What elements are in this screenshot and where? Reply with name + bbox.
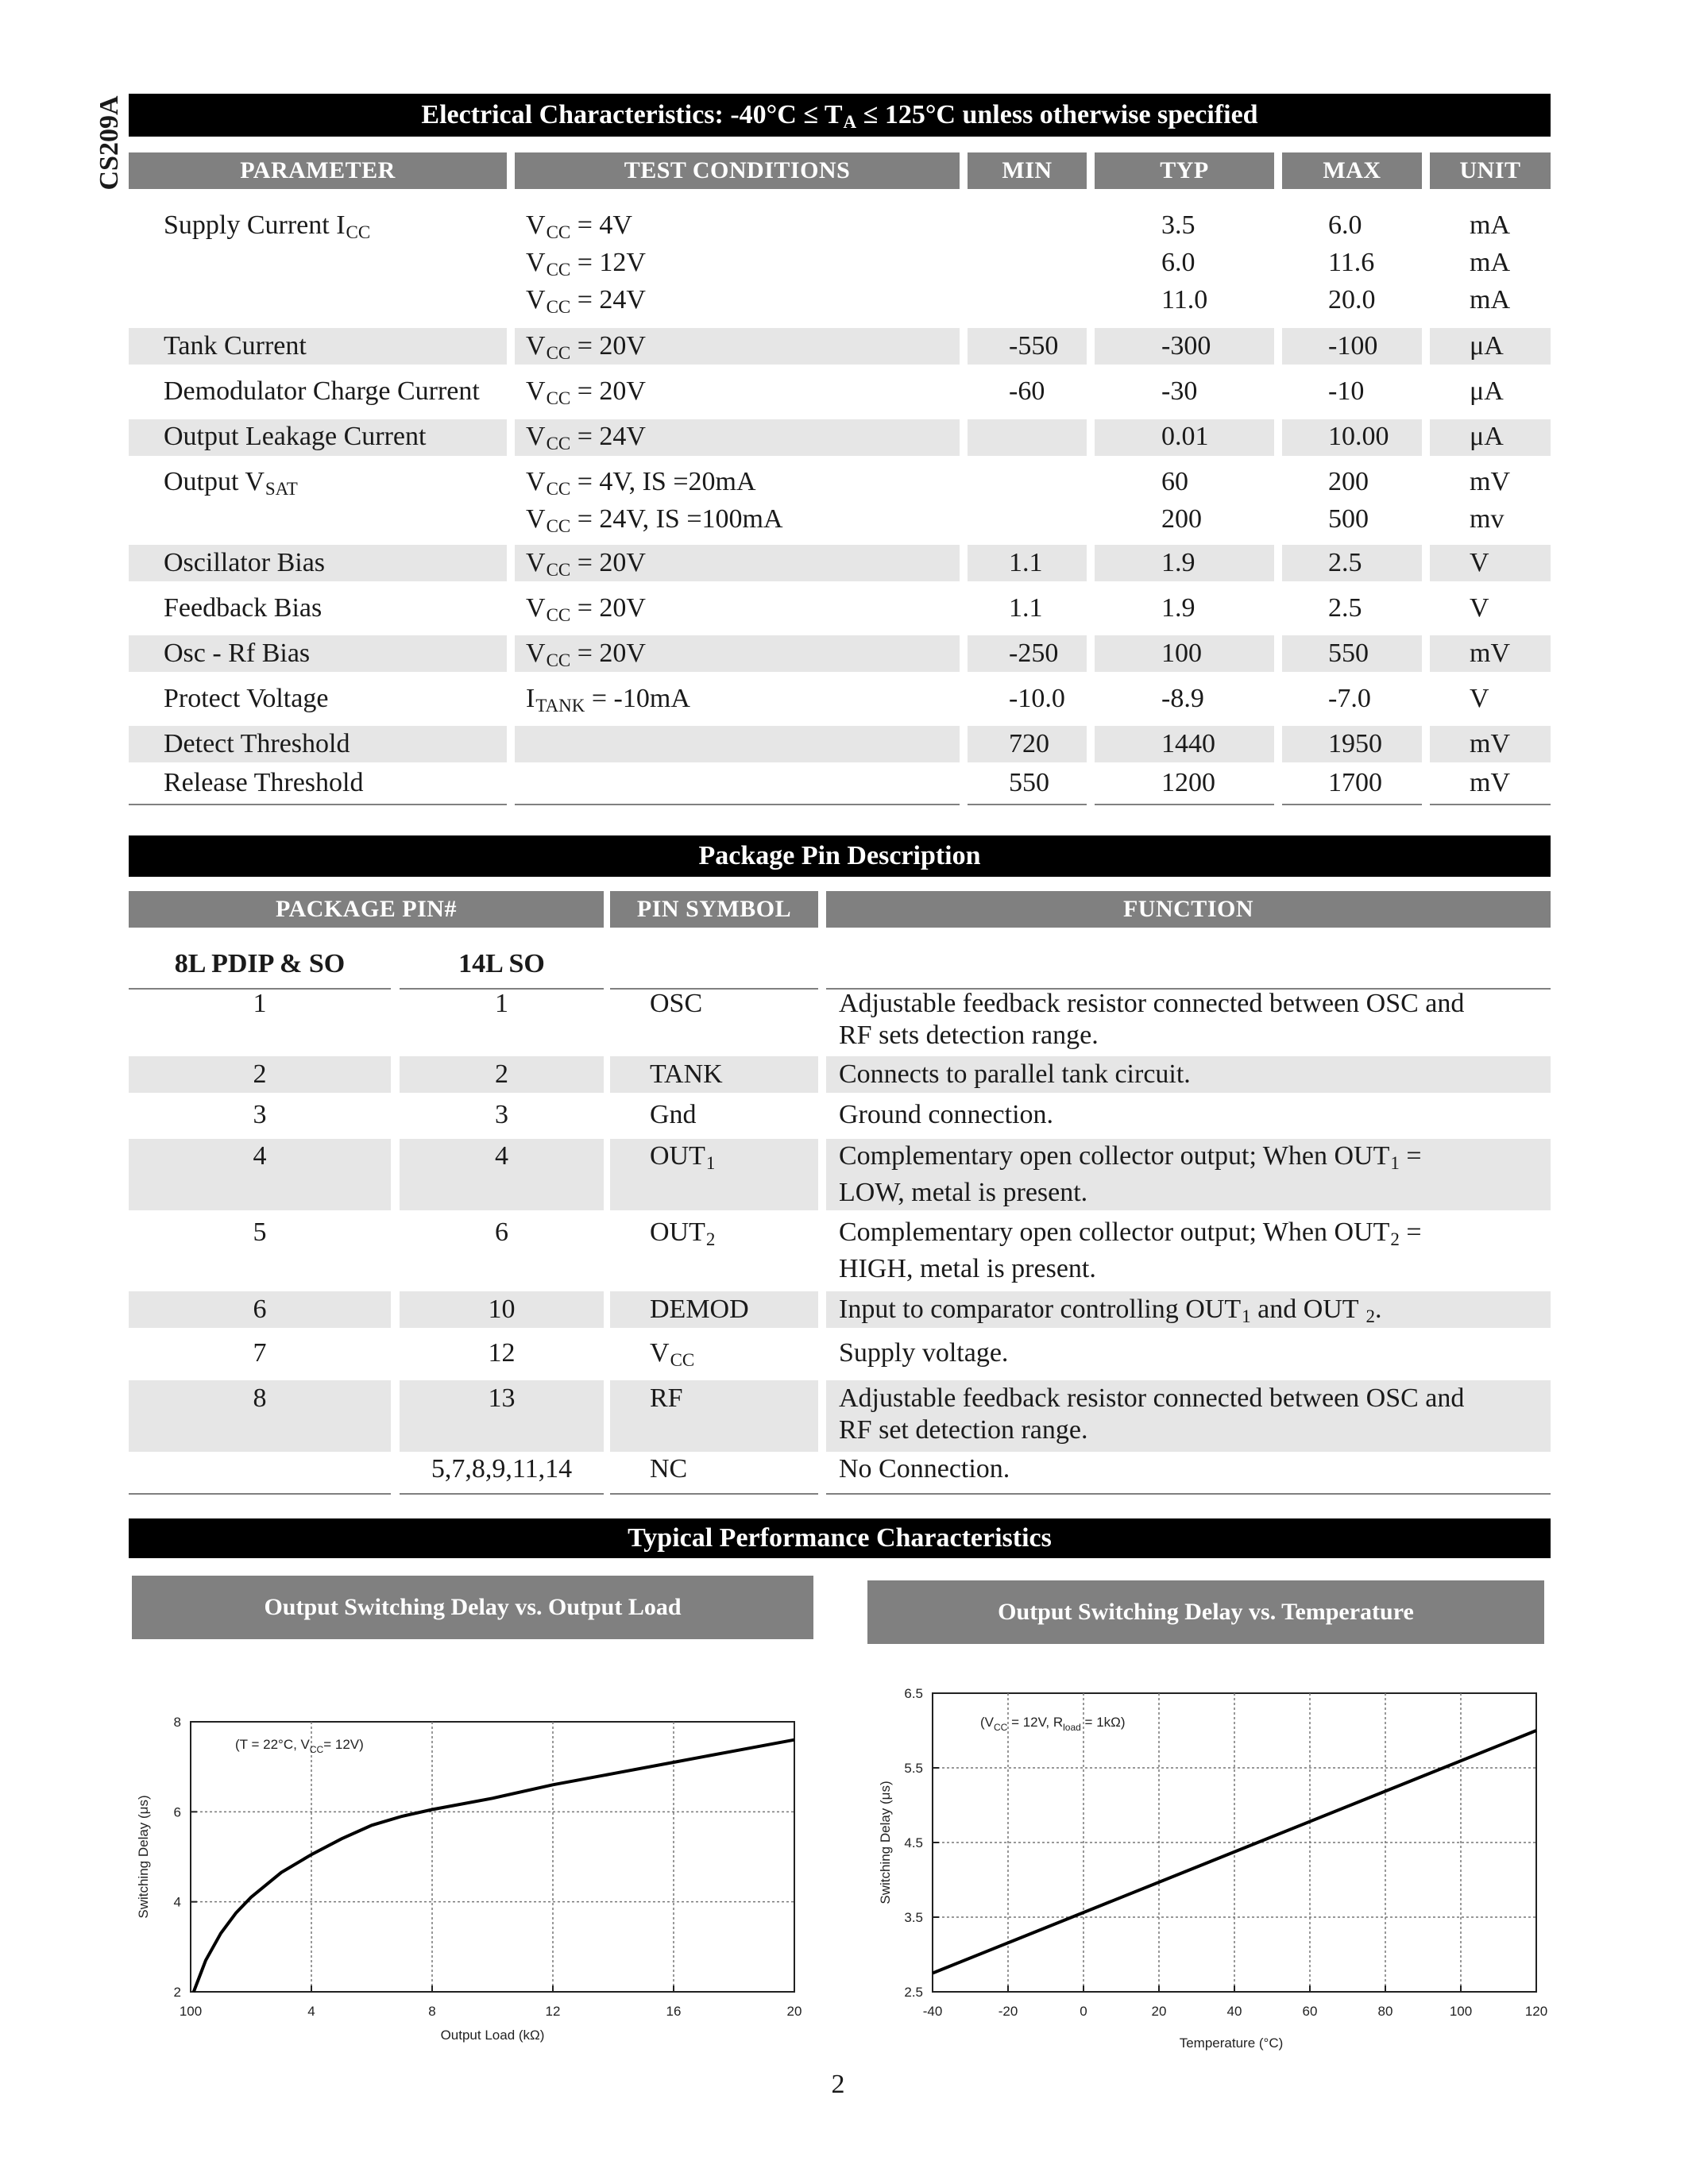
pin-8l-7: 7 <box>253 1338 267 1368</box>
typ-release-threshold: 1200 <box>1161 768 1215 797</box>
pin-14l-6: 10 <box>488 1295 516 1324</box>
typ-supply-2: 6.0 <box>1161 248 1196 277</box>
param-release-threshold: Release Threshold <box>164 768 364 797</box>
pin-description-title: Package Pin Description <box>129 835 1551 877</box>
chart1-grid <box>191 1722 794 1992</box>
chart1-series-line <box>194 1740 794 1992</box>
unit-detect-threshold: mV <box>1470 729 1510 758</box>
pin-symbol-rf: RF <box>650 1383 683 1413</box>
unit-demod: μA <box>1470 376 1504 406</box>
typ-leakage: 0.01 <box>1161 422 1209 451</box>
param-demod-current: Demodulator Charge Current <box>164 376 480 406</box>
chart1-x-tick-label: 100 <box>179 2004 203 2019</box>
pin-function-gnd: Ground connection. <box>839 1100 1054 1129</box>
cond-feedback-bias: $V_{CC} = 20V$ <box>526 593 646 625</box>
pin-function-rf-line1: Adjustable feedback resistor connected between OSC and <box>839 1383 1465 1413</box>
unit-osc-rf-bias: mV <box>1470 639 1510 668</box>
max-release-threshold: 1700 <box>1328 768 1382 797</box>
typ-vsat-2: 200 <box>1161 504 1202 534</box>
chart2-x-tick-label: 20 <box>1151 2004 1167 2019</box>
param-supply-current: Supply Current $I_{CC}$ <box>164 210 371 242</box>
param-osc-rf-bias: Osc - Rf Bias <box>164 639 311 668</box>
chart1-ylabel: Switching Delay (μs) <box>136 1795 151 1919</box>
pin-symbol-vcc: $V_{CC}$ <box>650 1338 695 1370</box>
chart1-x-tick-label: 8 <box>428 2004 436 2019</box>
max-oscillator-bias: 2.5 <box>1328 548 1362 577</box>
typ-oscillator-bias: 1.9 <box>1161 548 1196 577</box>
chart2-x-tick-label: 100 <box>1449 2004 1473 2019</box>
header-min: MIN <box>968 152 1087 189</box>
unit-vsat-2: mv <box>1470 504 1505 534</box>
pin-symbol-gnd: Gnd <box>650 1100 697 1129</box>
pin-function-out1-line1: Complementary open collector output; When $OUT_1$ = <box>839 1141 1422 1173</box>
chart2-ylabel: Switching Delay (μs) <box>878 1781 893 1904</box>
unit-release-threshold: mV <box>1470 768 1510 797</box>
typ-feedback-bias: 1.9 <box>1161 593 1196 623</box>
pin-8l-3: 3 <box>253 1100 267 1129</box>
max-osc-rf-bias: 550 <box>1328 639 1369 668</box>
pin-8l-8: 8 <box>253 1383 267 1413</box>
min-protect-voltage: -10.0 <box>1009 684 1065 713</box>
pin-symbol-out2: $OUT_2$ <box>650 1217 716 1249</box>
typ-demod: -30 <box>1161 376 1198 406</box>
unit-vsat-1: mV <box>1470 467 1510 496</box>
cond-tank: $V_{CC} = 20V$ <box>526 331 646 363</box>
pin-symbol-out1: $OUT_1$ <box>650 1141 716 1173</box>
max-supply-3: 20.0 <box>1328 285 1376 314</box>
chart1 <box>127 1707 818 2049</box>
header-package-pin: PACKAGE PIN# <box>129 891 604 928</box>
pin-14l-nc: 5,7,8,9,11,14 <box>431 1454 573 1484</box>
pin-14l-1: 1 <box>495 989 508 1018</box>
min-feedback-bias: 1.1 <box>1009 593 1043 623</box>
header-typ: TYP <box>1095 152 1274 189</box>
pin-14l-4: 4 <box>495 1141 508 1171</box>
chart2-y-tick-label: 3.5 <box>904 1910 923 1925</box>
cond-osc-rf-bias: $V_{CC} = 20V$ <box>526 639 646 670</box>
min-tank: -550 <box>1009 331 1059 361</box>
cond-oscillator-bias: $V_{CC} = 20V$ <box>526 548 646 580</box>
chart1-x-tick-label: 16 <box>666 2004 682 2019</box>
param-leakage-current: Output Leakage Current <box>164 422 427 451</box>
max-leakage: 10.00 <box>1328 422 1389 451</box>
cond-supply-3: $V_{CC} = 24V$ <box>526 285 646 317</box>
unit-feedback-bias: V <box>1470 593 1489 623</box>
pin-8l-6: 6 <box>253 1295 267 1324</box>
max-demod: -10 <box>1328 376 1365 406</box>
cond-demod: $V_{CC} = 20V$ <box>526 376 646 408</box>
page-number: 2 <box>831 2070 845 2099</box>
cond-leakage: $V_{CC} = 24V$ <box>526 422 646 453</box>
pin-symbol-nc: NC <box>650 1454 688 1484</box>
subheader-14l-so: 14L SO <box>458 949 545 978</box>
pin-function-out2-line1: Complementary open collector output; When $OUT_2$ = <box>839 1217 1422 1249</box>
chart2-x-tick-label: -20 <box>998 2004 1018 2019</box>
param-tank-current: Tank Current <box>164 331 307 361</box>
typ-detect-threshold: 1440 <box>1161 729 1215 758</box>
chart2-grid <box>933 1693 1536 1992</box>
header-function: FUNCTION <box>826 891 1551 928</box>
pin-function-osc-line1: Adjustable feedback resistor connected between OSC and <box>839 989 1465 1018</box>
header-max: MAX <box>1282 152 1422 189</box>
unit-leakage: μA <box>1470 422 1504 451</box>
max-feedback-bias: 2.5 <box>1328 593 1362 623</box>
param-output-vsat: Output $V_{SAT}$ <box>164 467 298 499</box>
pin-14l-3: 3 <box>495 1100 508 1129</box>
typ-supply-1: 3.5 <box>1161 210 1196 240</box>
pin-14l-8: 13 <box>488 1383 516 1413</box>
pin-symbol-tank: TANK <box>650 1059 723 1089</box>
pin-function-tank: Connects to parallel tank circuit. <box>839 1059 1191 1089</box>
cond-vsat-1: $V_{CC} = 4V$, IS =20mA <box>526 467 756 499</box>
pin-14l-7: 12 <box>488 1338 516 1368</box>
min-detect-threshold: 720 <box>1009 729 1049 758</box>
pin-8l-5: 5 <box>253 1217 267 1247</box>
typ-tank: -300 <box>1161 331 1211 361</box>
unit-supply-2: mA <box>1470 248 1510 277</box>
pin-function-rf-line2: RF set detection range. <box>839 1415 1088 1445</box>
param-detect-threshold: Detect Threshold <box>164 729 350 758</box>
max-vsat-2: 500 <box>1328 504 1369 534</box>
cond-supply-2: $V_{CC} = 12V$ <box>526 248 646 280</box>
param-feedback-bias: Feedback Bias <box>164 593 323 623</box>
chart1-title: Output Switching Delay vs. Output Load <box>132 1576 813 1639</box>
max-detect-threshold: 1950 <box>1328 729 1382 758</box>
chart2-y-tick-label: 4.5 <box>904 1835 923 1850</box>
chart2-title: Output Switching Delay vs. Temperature <box>867 1580 1544 1644</box>
max-supply-1: 6.0 <box>1328 210 1362 240</box>
chart1-y-tick-label: 4 <box>173 1894 181 1910</box>
chart2 <box>866 1676 1557 2057</box>
pin-function-osc-line2: RF sets detection range. <box>839 1021 1099 1050</box>
chart2-x-ticks <box>923 1985 1547 2019</box>
chart2-y-tick-label: 6.5 <box>904 1686 923 1701</box>
chart1-plot-frame <box>191 1722 794 1992</box>
chart2-x-tick-label: 40 <box>1226 2004 1242 2019</box>
min-release-threshold: 550 <box>1009 768 1049 797</box>
cond-protect-voltage: $I_{TANK} = -10mA$ <box>526 684 690 716</box>
chart2-xlabel: Temperature (°C) <box>1179 2035 1284 2051</box>
param-oscillator-bias: Oscillator Bias <box>164 548 326 577</box>
unit-protect-voltage: V <box>1470 684 1489 713</box>
min-demod: -60 <box>1009 376 1045 406</box>
pin-function-out2-line2: HIGH, metal is present. <box>839 1254 1096 1283</box>
chart1-x-ticks <box>180 1985 802 2019</box>
chart2-y-tick-label: 5.5 <box>904 1761 923 1776</box>
min-oscillator-bias: 1.1 <box>1009 548 1043 577</box>
pin-symbol-demod: DEMOD <box>650 1295 749 1324</box>
pin-function-demod: Input to comparator controlling $OUT_1$ and OUT $_2$. <box>839 1295 1382 1326</box>
header-test-conditions: TEST CONDITIONS <box>515 152 960 189</box>
typ-supply-3: 11.0 <box>1161 285 1208 314</box>
pin-14l-5: 6 <box>495 1217 508 1247</box>
max-vsat-1: 200 <box>1328 467 1369 496</box>
pin-14l-2: 2 <box>495 1059 508 1089</box>
pin-8l-4: 4 <box>253 1141 267 1171</box>
typ-protect-voltage: -8.9 <box>1161 684 1204 713</box>
unit-tank: μA <box>1470 331 1504 361</box>
max-protect-voltage: -7.0 <box>1328 684 1371 713</box>
pin-8l-2: 2 <box>253 1059 267 1089</box>
max-tank: -100 <box>1328 331 1378 361</box>
subheader-8l-pdip: 8L PDIP & SO <box>174 949 346 978</box>
chart1-xlabel: Output Load (kΩ) <box>440 2028 545 2043</box>
chart1-y-ticks <box>174 1715 197 2000</box>
cond-vsat-2: $V_{CC} = 24V$, IS =100mA <box>526 504 783 536</box>
chart1-x-tick-label: 20 <box>786 2004 802 2019</box>
part-number-label: CS209A <box>95 95 124 191</box>
chart1-annotation: (T = 22°C, $V_{CC}= 12V$) <box>235 1737 364 1755</box>
chart2-x-tick-label: 0 <box>1080 2004 1087 2019</box>
pin-function-nc: No Connection. <box>839 1454 1010 1484</box>
header-parameter: PARAMETER <box>129 152 507 189</box>
pin-function-out1-line2: LOW, metal is present. <box>839 1178 1088 1207</box>
unit-supply-3: mA <box>1470 285 1510 314</box>
chart2-x-tick-label: -40 <box>922 2004 943 2019</box>
chart2-x-tick-label: 80 <box>1377 2004 1393 2019</box>
header-pin-symbol: PIN SYMBOL <box>610 891 818 928</box>
pin-function-vcc: Supply voltage. <box>839 1338 1009 1368</box>
cond-supply-1: $V_{CC} = 4V$ <box>526 210 632 242</box>
typ-vsat-1: 60 <box>1161 467 1188 496</box>
chart2-x-tick-label: 120 <box>1524 2004 1548 2019</box>
chart2-y-ticks <box>904 1686 939 2000</box>
unit-supply-1: mA <box>1470 210 1510 240</box>
pin-8l-1: 1 <box>253 989 267 1018</box>
chart2-x-tick-label: 60 <box>1302 2004 1318 2019</box>
chart1-x-tick-label: 12 <box>545 2004 561 2019</box>
header-unit: UNIT <box>1430 152 1551 189</box>
chart1-y-tick-label: 2 <box>173 1985 181 2000</box>
chart1-y-tick-label: 6 <box>173 1804 181 1820</box>
chart2-annotation: ($V_{CC} = 12V$, $R_{load} = 1k\Omega$) <box>980 1715 1126 1733</box>
max-supply-2: 11.6 <box>1328 248 1375 277</box>
chart1-x-tick-label: 4 <box>307 2004 315 2019</box>
chart1-y-tick-label: 8 <box>173 1715 181 1730</box>
pin-symbol-osc: OSC <box>650 989 703 1018</box>
typ-osc-rf-bias: 100 <box>1161 639 1202 668</box>
min-osc-rf-bias: -250 <box>1009 639 1059 668</box>
unit-oscillator-bias: V <box>1470 548 1489 577</box>
chart2-y-tick-label: 2.5 <box>904 1985 923 2000</box>
param-protect-voltage: Protect Voltage <box>164 684 329 713</box>
electrical-characteristics-title: Electrical Characteristics: $-40^\circ C \le T_A \le 125^\circ C$ unless otherwise specified <box>129 94 1551 137</box>
performance-title: Typical Performance Characteristics <box>129 1518 1551 1558</box>
